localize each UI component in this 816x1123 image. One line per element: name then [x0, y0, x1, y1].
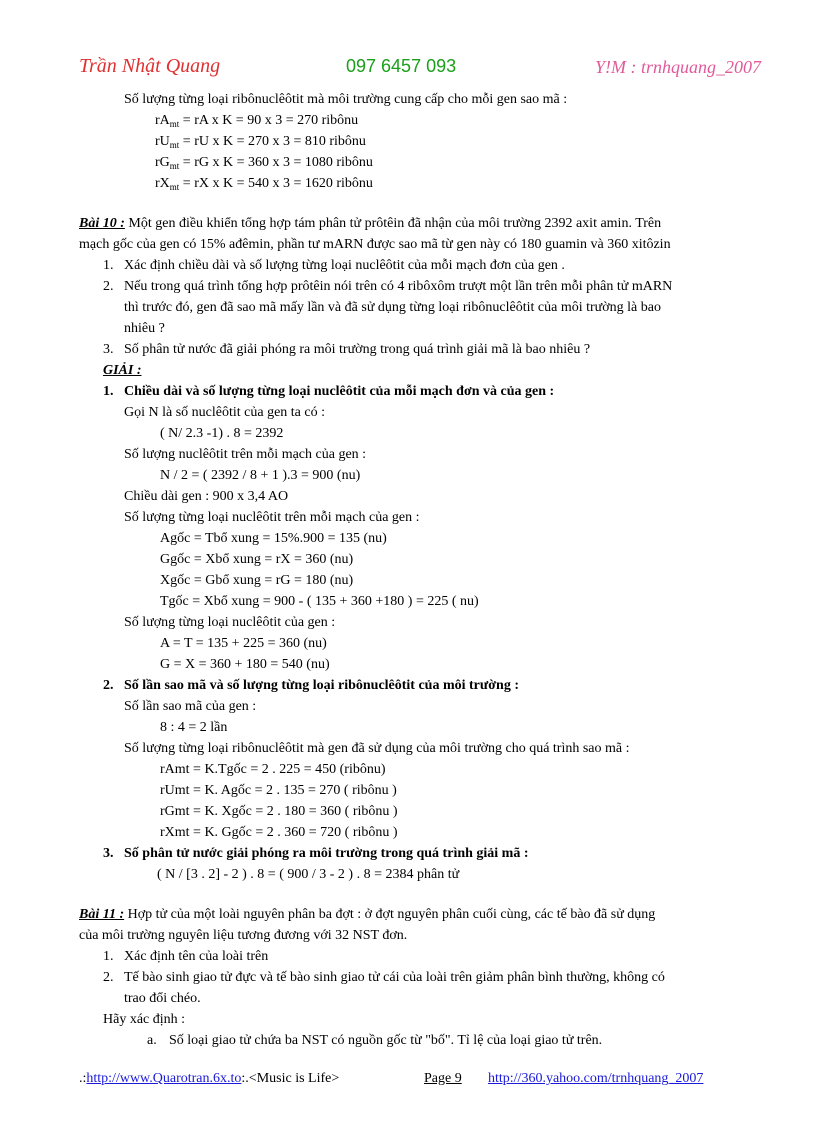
footer-link-yahoo[interactable]: http://360.yahoo.com/trnhquang_2007 [488, 1071, 704, 1086]
question-text: Xác định chiều dài và số lượng từng loại nuclêôtit của mỗi mạch đơn của gen . [124, 258, 565, 273]
solution-line: G = X = 360 + 180 = 540 (nu) [160, 657, 330, 672]
question-text: thì trước đó, gen đã sao mã mấy lần và đã sử dụng từng loại ribônuclêôtit của môi trường là bao [124, 300, 661, 315]
sub-question-text: Số loại giao tử chứa ba NST có nguồn gốc từ "bố". Tỉ lệ của loại giao tử trên. [169, 1033, 603, 1048]
question-text: nhiêu ? [124, 321, 165, 336]
solution-line: rGmt = K. Xgốc = 2 . 180 = 360 ( ribônu ) [160, 804, 398, 819]
phone-number: 097 6457 093 [346, 56, 457, 76]
solution-line: Tgốc = Xbổ xung = 900 - ( 135 + 360 +180 ) = 225 ( nu) [160, 594, 479, 609]
author-name: Trần Nhật Quang [79, 55, 221, 77]
question-number: 1. [103, 258, 114, 273]
question-text: trao đổi chéo. [124, 991, 201, 1006]
formula-line: $rA_{mt}$ = rA x K = 90 x 3 = 270 ribônu [155, 113, 359, 129]
solution-line: Gọi N là số nuclêôtit của gen ta có : [124, 405, 325, 420]
question-text: Số phân tử nước đã giải phóng ra môi trường trong quá trình giải mã là bao nhiêu ? [124, 342, 591, 357]
prev-intro: Số lượng từng loại ribônuclêôtit mà môi trường cung cấp cho mỗi gen sao mã : [124, 92, 568, 107]
section-number: 1. [103, 384, 114, 399]
section-number: 3. [103, 846, 114, 861]
solution-line: Agốc = Tbổ xung = 15%.900 = 135 (nu) [160, 531, 387, 546]
formula-line: $rG_{mt}$ = rG x K = 360 x 3 = 1080 ribônu [155, 155, 373, 171]
formula-line: $rU_{mt}$ = rU x K = 270 x 3 = 810 ribônu [155, 134, 366, 150]
section-title: Số lần sao mã và số lượng từng loại ribônuclêôtit của môi trường : [124, 678, 520, 693]
solution-line: rXmt = K. Ggốc = 2 . 360 = 720 ( ribônu ) [160, 825, 398, 840]
footer-link-quarotran[interactable]: http://www.Quarotran.6x.to [86, 1071, 242, 1086]
exercise-10-label: Bài 10 : [79, 216, 125, 231]
solution-line: Chiều dài gen : 900 x 3,4 AO [124, 489, 289, 504]
exercise-11-paragraph: Bài 11 : Hợp tử của một loài nguyên phân ba đợt : ở đợt nguyên phân cuối cùng, các tế bào đã sử dụng [79, 907, 656, 922]
solution-line: A = T = 135 + 225 = 360 (nu) [160, 636, 327, 651]
solution-line: rUmt = K. Agốc = 2 . 135 = 270 ( ribônu ) [160, 783, 397, 798]
solution-line: ( N / [3 . 2] - 2 ) . 8 = ( 900 / 3 - 2 ) . 8 = 2384 phân tử [157, 867, 460, 882]
question-number: 2. [103, 279, 114, 294]
solution-line: ( N/ 2.3 -1) . 8 = 2392 [160, 426, 284, 441]
solution-line: Số lượng nuclêôtit trên mỗi mạch của gen : [124, 447, 367, 462]
solution-line: Số lượng từng loại nuclêôtit của gen : [124, 615, 336, 630]
section-title: Chiều dài và số lượng từng loại nuclêôtit của mỗi mạch đơn và của gen : [124, 384, 555, 399]
solution-line: Số lần sao mã của gen : [124, 699, 257, 714]
exercise-10-paragraph-line: mạch gốc của gen có 15% ađêmin, phần tư mARN được sao mã từ gen này có 180 guamin và 360 xitôzin [79, 237, 671, 252]
question-number: 2. [103, 970, 114, 985]
question-number: 1. [103, 949, 114, 964]
sub-question-letter: a. [147, 1033, 157, 1048]
instruction-text: Hãy xác định : [103, 1012, 186, 1027]
solution-line: 8 : 4 = 2 lần [160, 720, 228, 735]
yahoo-messenger-id: Y!M : trnhquang_2007 [595, 57, 761, 77]
section-number: 2. [103, 678, 114, 693]
question-text: Tế bào sinh giao tử đực và tế bào sinh giao tử cái của loài trên giảm phân bình thường, không có [124, 970, 665, 985]
footer-left: .:http://www.Quarotran.6x.to:.<Music is Life> [79, 1071, 340, 1086]
solution-line: Số lượng từng loại ribônuclêôtit mà gen đã sử dụng của môi trường cho quá trình sao mã : [124, 741, 630, 756]
solution-line: rAmt = K.Tgốc = 2 . 225 = 450 (ribônu) [160, 762, 386, 777]
formula-line: $rX_{mt}$ = rX x K = 540 x 3 = 1620 ribônu [155, 176, 373, 192]
question-text: Nếu trong quá trình tổng hợp prôtêin nói trên có 4 ribôxôm trượt một lần trên mỗi phân tử mARN [124, 279, 673, 294]
solution-line: Số lượng từng loại nuclêôtit trên mỗi mạch của gen : [124, 510, 420, 525]
solution-line: N / 2 = ( 2392 / 8 + 1 ).3 = 900 (nu) [160, 468, 361, 483]
question-text: Xác định tên của loài trên [124, 949, 269, 964]
exercise-11-label: Bài 11 : [79, 907, 125, 922]
exercise-10-paragraph: Bài 10 : Một gen điều khiển tổng hợp tám phân tử prôtêin đã nhận của môi trường 2392 axit amin. Trên [79, 216, 662, 231]
page-number: Page 9 [424, 1071, 462, 1086]
solution-line: Xgốc = Gbổ xung = rG = 180 (nu) [160, 573, 354, 588]
solution-heading: GIẢI : [103, 363, 142, 378]
solution-line: Ggốc = Xbổ xung = rX = 360 (nu) [160, 552, 354, 567]
exercise-11-paragraph-line: của môi trường nguyên liệu tương đương với 32 NST đơn. [79, 928, 408, 943]
section-title: Số phân tử nước giải phóng ra môi trường trong quá trình giải mã : [124, 846, 529, 861]
question-number: 3. [103, 342, 114, 357]
